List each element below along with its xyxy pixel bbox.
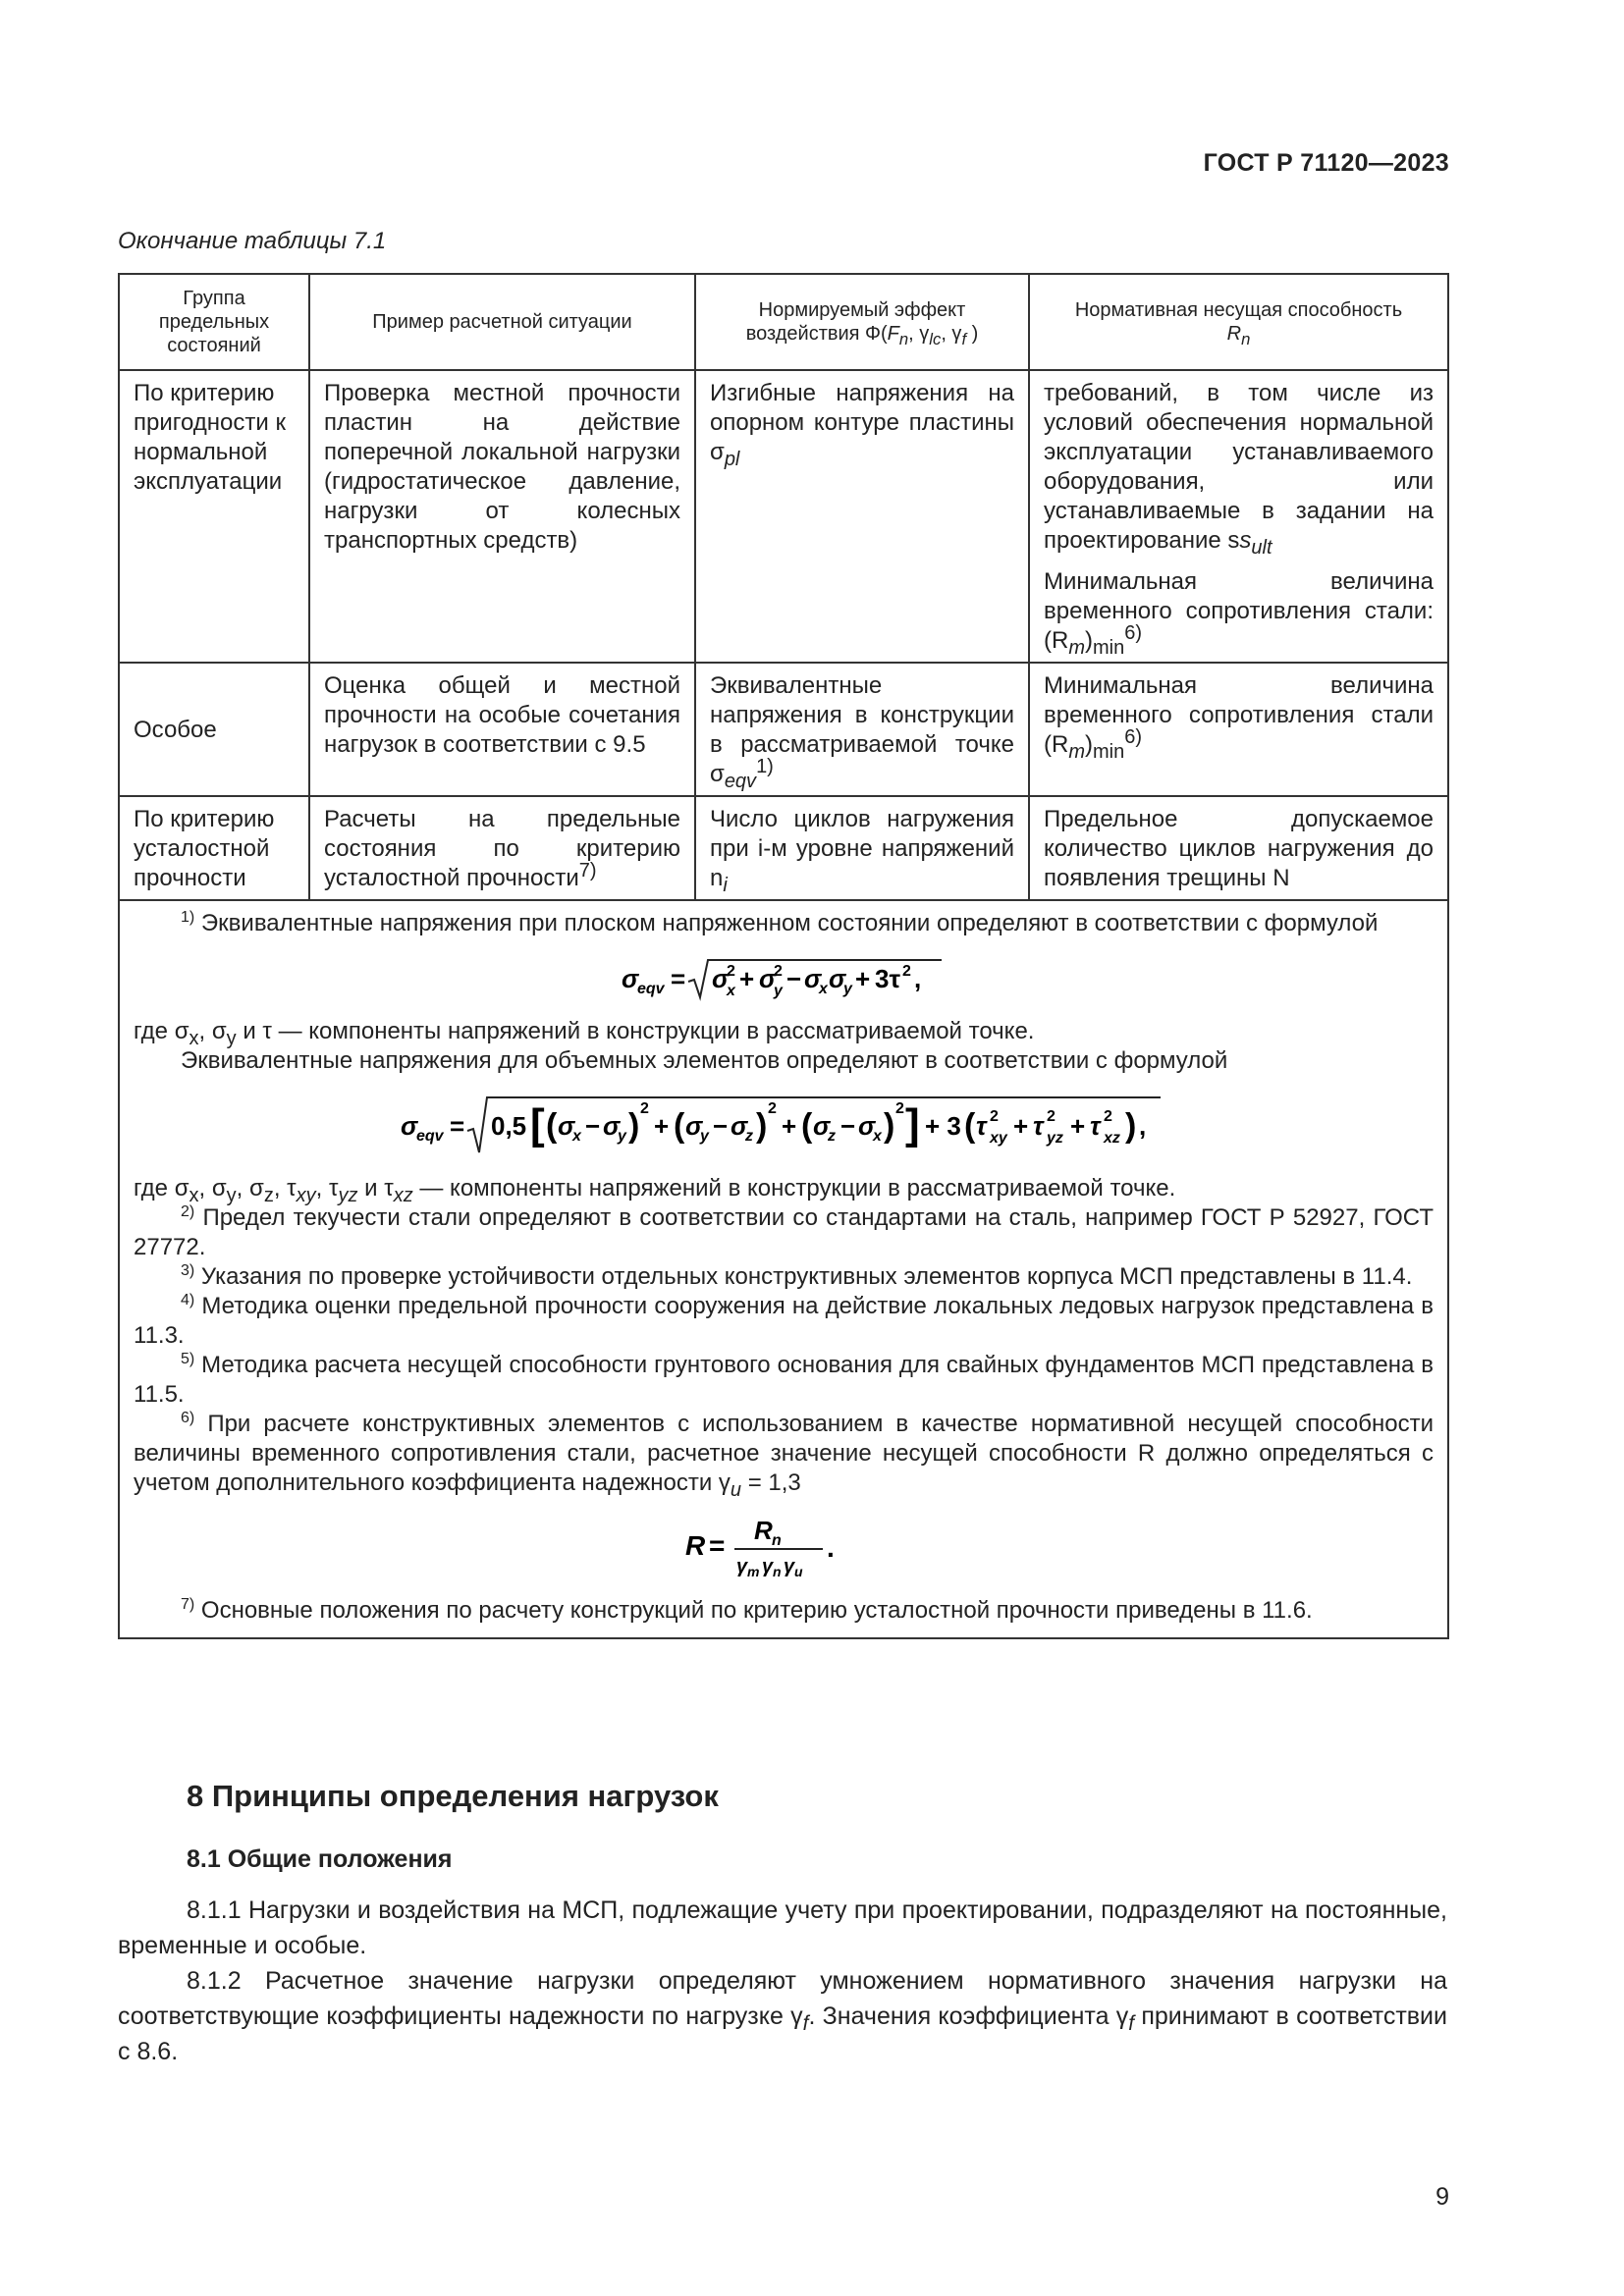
formula-volume-eqv xyxy=(134,1092,1434,1160)
svg-text:R: R xyxy=(685,1530,706,1561)
svg-text:=: = xyxy=(709,1530,726,1561)
svg-text:y: y xyxy=(700,1128,709,1145)
row2-example: Оценка общей и местной прочности на особые сочетания нагрузок в соответствии с 9.5 xyxy=(324,672,680,758)
formula-r-svg xyxy=(685,1514,882,1582)
svg-text:[: [ xyxy=(530,1100,545,1148)
svg-text:(: ( xyxy=(964,1107,976,1145)
svg-text:2: 2 xyxy=(727,963,735,980)
svg-text:−: − xyxy=(585,1111,601,1141)
row3-capacity: Предельное допускаемое количество циклов нагружения до появления трещины N xyxy=(1044,806,1434,891)
note-2: $^{2)}$ Предел текучести стали определяют в соответствии со стандартами на сталь, например ГОСТ Р 52927, ГОСТ 27772. xyxy=(134,1203,1434,1260)
svg-text:eqv: eqv xyxy=(416,1128,444,1145)
note-3: $^{3)}$ Указания по проверке устойчивости отдельных конструктивных элементов корпуса МСП представлены в 11.4. xyxy=(181,1262,1413,1290)
svg-text:u: u xyxy=(794,1564,803,1579)
section-8-1-title: 8.1 Общие положения xyxy=(187,1845,453,1873)
svg-text:R: R xyxy=(754,1516,773,1545)
svg-text:τ: τ xyxy=(1090,1111,1101,1141)
svg-text:eqv: eqv xyxy=(637,981,665,997)
svg-text:x: x xyxy=(873,1128,882,1145)
svg-text:m: m xyxy=(747,1564,760,1579)
page-number: 9 xyxy=(1435,2183,1449,2211)
svg-text:.: . xyxy=(827,1532,835,1563)
note-1-where: где $\sigma_x$, $\sigma_y$ и τ — компоненты напряжений в конструкции в рассматриваемой точке. xyxy=(134,1018,1035,1049)
header-example: Пример расчетной ситуации xyxy=(309,274,695,370)
note-5: $^{5)}$ Методика расчета несущей способности грунтового основания для свайных фундаментов МСП представлена в 11.5. xyxy=(134,1351,1435,1408)
svg-text:σ: σ xyxy=(759,964,777,993)
header-group: Группа предельных состояний xyxy=(119,274,309,370)
svg-text:σ: σ xyxy=(401,1111,418,1141)
header-capacity: Нормативная несущая способность $R_n$ xyxy=(1029,274,1448,370)
document-code: ГОСТ Р 71120—2023 xyxy=(1203,149,1449,177)
svg-text:xy: xy xyxy=(990,1130,1007,1147)
row3-group: По критерию усталостной прочности xyxy=(134,806,275,891)
note-1-where-2: где $\sigma_x$, $\sigma_y$, $\sigma_z$, $\tau_{xy}$, $\tau_{yz}$ и $\tau_{xz}$ — компоненты напряжений в конструкции в рассматриваемой точке. xyxy=(134,1175,1176,1206)
svg-text:x: x xyxy=(819,981,828,997)
limit-states-table xyxy=(118,273,1449,1639)
svg-text:γ: γ xyxy=(784,1556,795,1577)
note-1-volumetric: Эквивалентные напряжения для объемных элементов определяют в соответствии с формулой xyxy=(181,1047,1228,1074)
svg-text:): ) xyxy=(628,1107,640,1145)
svg-text:−: − xyxy=(713,1111,729,1141)
svg-text:2: 2 xyxy=(640,1100,649,1117)
svg-text:y: y xyxy=(618,1128,626,1145)
svg-text:(: ( xyxy=(546,1107,558,1145)
svg-text:σ: σ xyxy=(813,1111,831,1141)
svg-text:2: 2 xyxy=(1104,1108,1112,1125)
svg-text:−: − xyxy=(786,964,802,993)
svg-text:n: n xyxy=(773,1564,782,1579)
svg-text:2: 2 xyxy=(1047,1108,1056,1125)
row2-group: Особое xyxy=(134,717,217,743)
svg-text:=: = xyxy=(450,1111,465,1141)
header-effect: Нормируемый эффект воздействия $\Phi(F_n$, $\gamma_{lc}$, $\gamma_f$ ) xyxy=(695,274,1029,370)
svg-text:x: x xyxy=(727,983,735,999)
svg-text:2: 2 xyxy=(990,1108,999,1125)
svg-text:γ: γ xyxy=(736,1556,748,1577)
svg-text:τ: τ xyxy=(976,1111,987,1141)
svg-text:=: = xyxy=(671,964,686,993)
svg-text:σ: σ xyxy=(712,964,730,993)
row1-effect: Изгибные напряжения на опорном контуре пластины $\sigma_{pl}$ xyxy=(710,380,1014,470)
svg-text:σ: σ xyxy=(685,1111,703,1141)
svg-text:+: + xyxy=(782,1111,797,1141)
svg-text:3τ: 3τ xyxy=(875,964,901,993)
svg-text:,: , xyxy=(914,964,922,993)
svg-text:σ: σ xyxy=(731,1111,748,1141)
formula-design-resistance xyxy=(134,1514,1434,1582)
svg-text:σ: σ xyxy=(558,1111,575,1141)
svg-text:+: + xyxy=(739,964,755,993)
svg-text:yz: yz xyxy=(1047,1130,1063,1147)
row1-capacity: требований, в том числе из условий обеспечения нормальной эксплуатации устанавливаемого оборудования, или устанавливаемые в задании на проектирование $ss_{ult}$ Минимальная величина временного сопротивления стали: $(R_m)_{min}^{6)}$ xyxy=(1044,380,1434,659)
svg-text:2: 2 xyxy=(774,963,783,980)
table-notes-row xyxy=(119,900,1448,1638)
svg-text:γ: γ xyxy=(762,1556,774,1577)
table-row xyxy=(119,663,1448,796)
svg-text:): ) xyxy=(756,1107,768,1145)
svg-text:σ: σ xyxy=(804,964,822,993)
svg-text:,: , xyxy=(1139,1111,1147,1141)
note-1: $^{1)}$ Эквивалентные напряжения при плоском напряженном состоянии определяют в соответствии с формулой xyxy=(181,909,1379,936)
svg-text:z: z xyxy=(745,1128,753,1145)
svg-text:n: n xyxy=(772,1532,782,1549)
row3-effect: Число циклов нагружения при i-м уровне напряжений $n_i$ xyxy=(710,806,1014,896)
svg-text:0,5: 0,5 xyxy=(491,1111,527,1141)
svg-text:σ: σ xyxy=(603,1111,621,1141)
svg-text:y: y xyxy=(843,981,852,997)
svg-text:x: x xyxy=(572,1128,581,1145)
table-row xyxy=(119,796,1448,900)
note-4: $^{4)}$ Методика оценки предельной прочности сооружения на действие локальных ледовых нагрузок представлена в 11.3. xyxy=(134,1292,1434,1349)
formula-plane-svg xyxy=(622,954,946,1003)
formula-volume-svg xyxy=(401,1092,1166,1160)
svg-text:2: 2 xyxy=(895,1100,904,1117)
svg-text:2: 2 xyxy=(902,963,911,980)
svg-text:(: ( xyxy=(674,1107,685,1145)
row1-group: По критерию пригодности к нормальной эксплуатации xyxy=(134,380,286,495)
svg-text:z: z xyxy=(828,1128,836,1145)
svg-text:+: + xyxy=(654,1111,670,1141)
svg-text:]: ] xyxy=(905,1100,920,1148)
svg-text:+: + xyxy=(855,964,871,993)
svg-text:σ: σ xyxy=(829,964,846,993)
svg-text:): ) xyxy=(1125,1107,1137,1145)
table-row xyxy=(119,370,1448,663)
section-8-body xyxy=(118,1893,1447,2069)
svg-text:+: + xyxy=(1070,1111,1086,1141)
table-caption: Окончание таблицы 7.1 xyxy=(118,228,387,254)
svg-text:σ: σ xyxy=(858,1111,876,1141)
svg-text:2: 2 xyxy=(768,1100,777,1117)
svg-text:σ: σ xyxy=(622,964,639,993)
svg-text:(: ( xyxy=(801,1107,813,1145)
svg-text:τ: τ xyxy=(1033,1111,1044,1141)
formula-plane-eqv xyxy=(134,954,1434,1003)
row2-capacity: Минимальная величина временного сопротивления стали $(R_m)_{min}^{6)}$ xyxy=(1044,672,1434,763)
paragraph-8-1-2: 8.1.2 Расчетное значение нагрузки определяют умножением нормативного значения нагрузки на соответствующие коэффициенты надежности по нагрузке $\gamma_f$. Значения коэффициента $\gamma_f$ принимают в соответствии с 8.6. xyxy=(118,1967,1447,2065)
svg-text:xz: xz xyxy=(1104,1130,1120,1147)
row1-example: Проверка местной прочности пластин на действие поперечной локальной нагрузки (гидростатическое давление, нагрузки от колесных транспортных средств) xyxy=(324,380,680,554)
table-header-row xyxy=(119,274,1448,370)
svg-text:+ 3: + 3 xyxy=(925,1111,961,1141)
note-7: $^{7)}$ Основные положения по расчету конструкций по критерию усталостной прочности приведены в 11.6. xyxy=(181,1596,1313,1624)
paragraph-8-1-1: 8.1.1 Нагрузки и воздействия на МСП, подлежащие учету при проектировании, подразделяют на постоянные, временные и особые. xyxy=(118,1896,1447,1959)
row2-effect: Эквивалентные напряжения в конструкции в рассматриваемой точке $\sigma_{eqv}^{1)}$ xyxy=(710,672,1014,792)
note-6: $^{6)}$ При расчете конструктивных элементов с использованием в качестве нормативной несущей способности величины временного сопротивления стали, расчетное значение несущей способности R должно определяться с учетом дополнительного коэффициента надежности $\gamma_u = 1,3$ xyxy=(134,1410,1434,1501)
svg-text:+: + xyxy=(1013,1111,1029,1141)
section-8-title: 8 Принципы определения нагрузок xyxy=(187,1779,719,1813)
svg-text:): ) xyxy=(884,1107,895,1145)
svg-text:−: − xyxy=(840,1111,856,1141)
row3-example: Расчеты на предельные состояния по критерию усталостной прочности$^{7)}$ xyxy=(324,806,680,891)
svg-text:y: y xyxy=(774,983,783,999)
